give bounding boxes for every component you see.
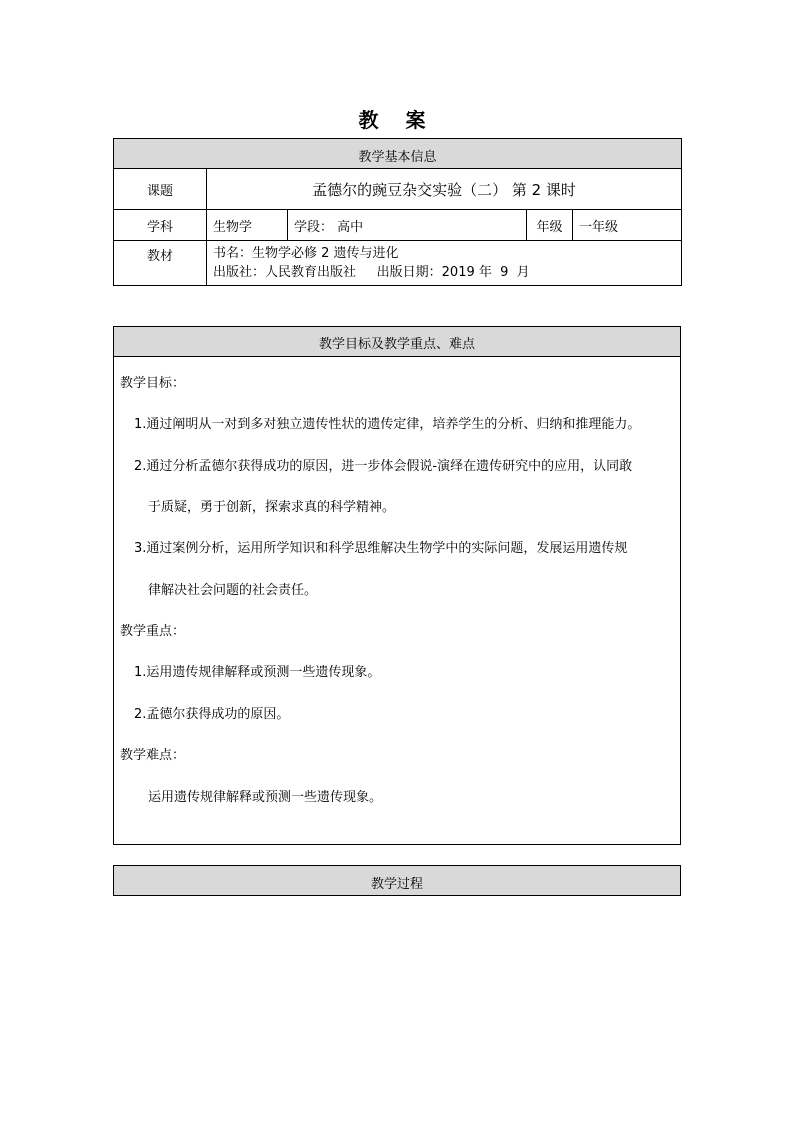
difficulty-item: 运用遗传规律解释或预测一些遗传现象。 — [148, 790, 383, 805]
difficulty-heading: 教学难点： — [120, 748, 186, 763]
topic-label: 课题 — [114, 169, 207, 210]
subject-value: 生物学 — [207, 210, 288, 241]
stage-label: 学段： 高中 — [288, 210, 527, 241]
material-label: 教材 — [114, 241, 207, 286]
grade-value: 一年级 — [573, 210, 682, 241]
material-details — [207, 241, 682, 286]
key-point-item: 2.孟德尔获得成功的原因。 — [134, 707, 290, 722]
grade-label: 年级 — [527, 210, 573, 241]
objective-item-continuation: 律解决社会问题的社会责任。 — [148, 583, 318, 598]
goals-section — [113, 326, 681, 845]
book-line: 书名：生物学必修 2 遗传与进化 — [213, 246, 399, 261]
objectives-heading: 教学目标： — [120, 376, 186, 391]
objective-item: 3.通过案例分析，运用所学知识和科学思维解决生物学中的实际问题，发展运用遗传规 — [134, 541, 628, 556]
basic-info-table — [113, 138, 682, 286]
objective-item-continuation: 于质疑，勇于创新，探索求真的科学精神。 — [148, 500, 396, 515]
key-point-item: 1.运用遗传规律解释或预测一些遗传现象。 — [134, 665, 381, 680]
key-points-heading: 教学重点： — [120, 624, 186, 639]
objective-item: 1.通过阐明从一对到多对独立遗传性状的遗传定律，培养学生的分析、归纳和推理能力。 — [134, 417, 641, 432]
goals-header: 教学目标及教学重点、难点 — [114, 327, 680, 357]
subject-label: 学科 — [114, 210, 207, 241]
objective-item: 2.通过分析孟德尔获得成功的原因，进一步体会假说-演绎在遗传研究中的应用，认同敢 — [134, 459, 633, 474]
topic-value: 孟德尔的豌豆杂交实验（二） 第 2 课时 — [207, 169, 682, 210]
process-header: 教学过程 — [113, 865, 681, 896]
publisher-line: 出版社：人民教育出版社 出版日期：2019 年 9 月 — [213, 265, 530, 280]
document-title: 教 案 — [358, 108, 436, 132]
basic-info-header: 教学基本信息 — [114, 139, 682, 169]
